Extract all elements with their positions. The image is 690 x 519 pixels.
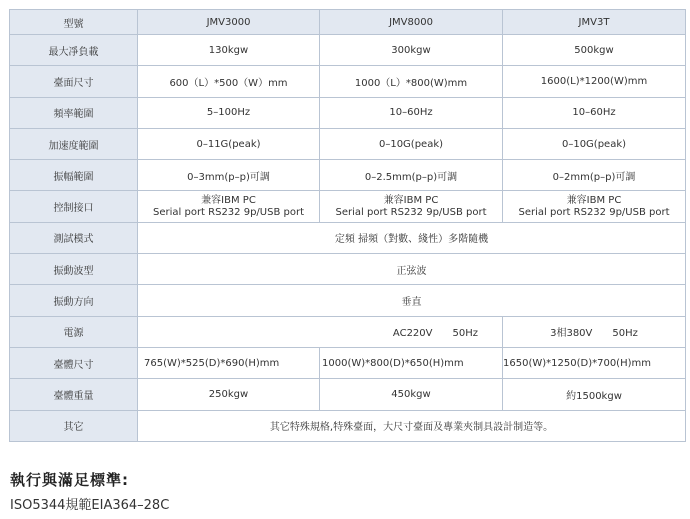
table-cell-merged: 垂直 <box>138 285 686 316</box>
table-cell: 300kgw <box>320 35 503 66</box>
table-cell <box>503 191 686 222</box>
row-label: 振動波型 <box>10 254 138 285</box>
table-row <box>10 379 686 410</box>
table-cell: 5–100Hz <box>138 97 320 128</box>
control-line-2: Serial port RS232 9p/USB port <box>335 206 487 218</box>
table-row <box>10 35 686 66</box>
table-cell: 0–3mm(p–p)可調 <box>138 160 320 191</box>
table-row <box>10 222 686 253</box>
control-line-1: 兼容IBM PC <box>201 194 256 206</box>
table-cell: 10–60Hz <box>503 97 686 128</box>
row-label: 振動方向 <box>10 285 138 316</box>
table-cell: 約1500kgw <box>503 379 686 410</box>
header-model-1: JMV3000 <box>138 10 320 35</box>
table-cell: 1000(W)*800(D)*650(H)mm <box>320 347 503 378</box>
header-model-3: JMV3T <box>503 10 686 35</box>
row-label: 臺面尺寸 <box>10 66 138 97</box>
row-label: 最大凈負載 <box>10 35 138 66</box>
table-row <box>10 97 686 128</box>
table-cell: 600（L）*500（W）mm <box>138 66 320 97</box>
row-label: 控制接口 <box>10 191 138 222</box>
table-row <box>10 191 686 222</box>
row-label: 頻率範圍 <box>10 97 138 128</box>
control-line-1: 兼容IBM PC <box>566 194 622 206</box>
table-cell: 0–2.5mm(p–p)可調 <box>320 160 503 191</box>
table-cell-merged: 其它特殊規格,特殊臺面，大尺寸臺面及專業夾制具設計制造等。 <box>138 410 686 441</box>
table-cell: 0–11G(peak) <box>138 128 320 159</box>
header-model-2: JMV8000 <box>320 10 503 35</box>
table-cell: 500kgw <box>503 35 686 66</box>
table-row <box>10 285 686 316</box>
table-cell: 0–10G(peak) <box>503 128 686 159</box>
table-row <box>10 128 686 159</box>
control-line-2: Serial port RS232 9p/USB port <box>153 206 304 218</box>
spec-table <box>9 9 686 442</box>
header-label: 型號 <box>10 10 138 35</box>
table-cell: 10–60Hz <box>320 97 503 128</box>
table-row <box>10 347 686 378</box>
table-cell: 0–2mm(p–p)可調 <box>503 160 686 191</box>
table-cell: 765(W)*525(D)*690(H)mm <box>138 347 320 378</box>
standards-title: 執行與滿足標準: <box>10 471 129 489</box>
table-row <box>10 160 686 191</box>
row-label: 臺體尺寸 <box>10 347 138 378</box>
table-cell-merged: AC220V 50Hz <box>138 316 503 347</box>
table-cell: 250kgw <box>138 379 320 410</box>
row-label: 振幅範圍 <box>10 160 138 191</box>
table-cell: 0–10G(peak) <box>320 128 503 159</box>
table-row <box>10 66 686 97</box>
row-label: 加速度範圍 <box>10 128 138 159</box>
table-cell <box>138 191 320 222</box>
control-line-2: Serial port RS232 9p/USB port <box>518 206 670 218</box>
table-row <box>10 410 686 441</box>
row-label: 測試模式 <box>10 222 138 253</box>
standards-text: ISO5344規範EIA364–28C <box>10 498 170 513</box>
table-cell: 3相380V 50Hz <box>503 316 686 347</box>
table-row <box>10 254 686 285</box>
row-label: 其它 <box>10 410 138 441</box>
table-row <box>10 316 686 347</box>
table-cell <box>320 191 503 222</box>
table-cell: 1000（L）*800(W)mm <box>320 66 503 97</box>
control-line-1: 兼容IBM PC <box>383 194 439 206</box>
table-cell-merged: 正弦波 <box>138 254 686 285</box>
table-cell-merged: 定頻 掃頻（對數、綫性）多階隨機 <box>138 222 686 253</box>
table-cell: 1600(L)*1200(W)mm <box>503 66 686 97</box>
row-label: 臺體重量 <box>10 379 138 410</box>
table-cell: 130kgw <box>138 35 320 66</box>
row-label: 電源 <box>10 316 138 347</box>
table-cell: 450kgw <box>320 379 503 410</box>
table-cell: 1650(W)*1250(D)*700(H)mm <box>503 347 686 378</box>
table-header-row <box>10 10 686 35</box>
